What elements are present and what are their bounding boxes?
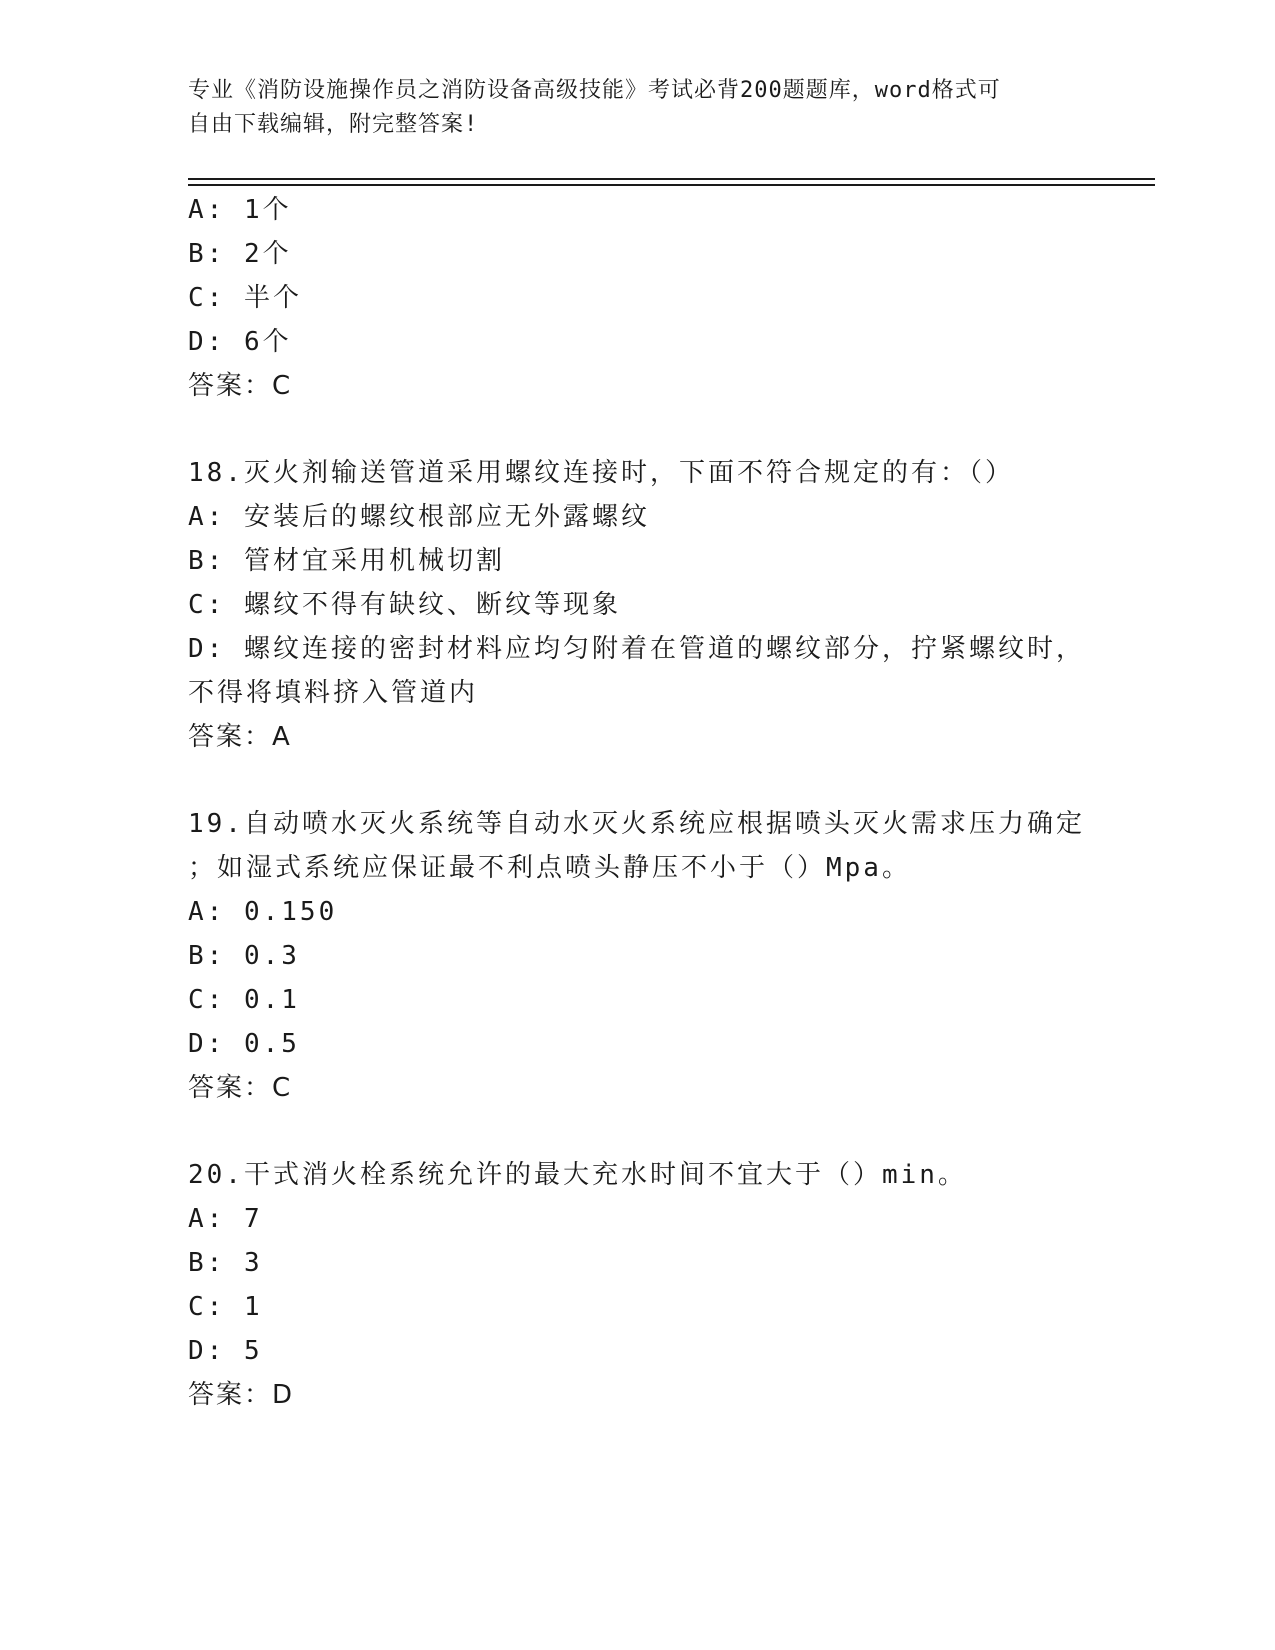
q17-option-d: D: 6个 [188, 327, 292, 357]
q19-option-d: D: 0.5 [188, 1029, 300, 1059]
q19-option-b: B: 0.3 [188, 941, 300, 971]
header-divider-bottom [188, 184, 1155, 186]
q17-option-a: A: 1个 [188, 195, 292, 225]
q20-option-a: A: 7 [188, 1204, 263, 1234]
header-divider-top [188, 178, 1155, 180]
q19-option-a: A: 0.150 [188, 897, 338, 927]
q19-option-c: C: 0.1 [188, 985, 300, 1015]
q18-option-c: C: 螺纹不得有缺纹、断纹等现象 [188, 590, 621, 620]
q18-option-d-line-2: 不得将填料挤入管道内 [188, 678, 479, 708]
q20-option-d: D: 5 [188, 1336, 263, 1366]
q18-answer: 答案：A [188, 722, 292, 752]
q18-option-a: A: 安装后的螺纹根部应无外露螺纹 [188, 502, 650, 532]
q17-answer: 答案：C [188, 371, 293, 401]
q18-option-b: B: 管材宜采用机械切割 [188, 546, 505, 576]
q20-option-c: C: 1 [188, 1292, 263, 1322]
q17-option-c: C: 半个 [188, 283, 302, 313]
q20-answer: 答案：D [188, 1380, 295, 1410]
header-line-2: 自由下载编辑，附完整答案! [188, 112, 479, 137]
q20-option-b: B: 3 [188, 1248, 263, 1278]
q18-stem: 18.灭火剂输送管道采用螺纹连接时，下面不符合规定的有：（） [188, 458, 1014, 488]
q18-option-d-line-1: D: 螺纹连接的密封材料应均匀附着在管道的螺纹部分，拧紧螺纹时， [188, 634, 1085, 664]
q17-option-b: B: 2个 [188, 239, 292, 269]
header-line-1: 专业《消防设施操作员之消防设备高级技能》考试必背200题题库，word格式可 [188, 78, 1001, 103]
q19-answer: 答案：C [188, 1073, 293, 1103]
q19-stem-line-2: ；如湿式系统应保证最不利点喷头静压不小于（）Mpa。 [188, 853, 911, 883]
q19-stem-line-1: 19.自动喷水灭火系统等自动水灭火系统应根据喷头灭火需求压力确定 [188, 809, 1085, 839]
q20-stem: 20.干式消火栓系统允许的最大充水时间不宜大于（）min。 [188, 1160, 967, 1190]
document-header [188, 74, 1088, 142]
